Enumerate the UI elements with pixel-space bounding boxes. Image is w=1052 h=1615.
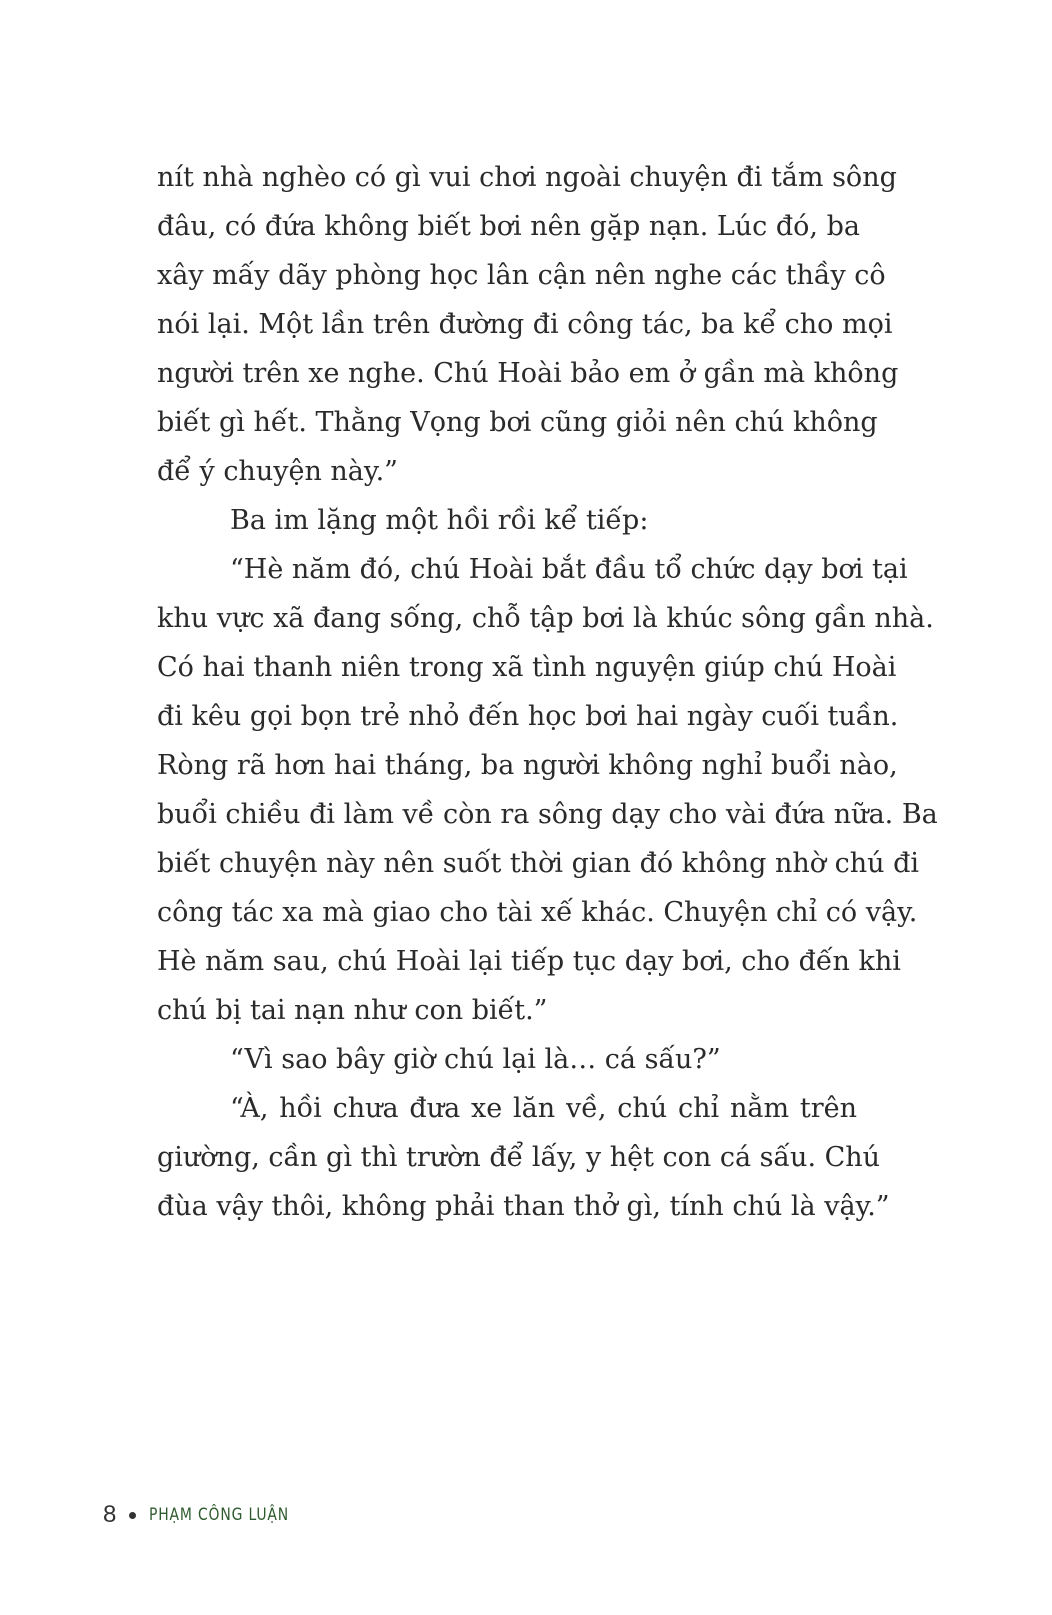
text-line: nói lại. Một lần trên đường đi công tác, ba kể cho mọi [157, 309, 893, 340]
page-number: 8 [103, 1501, 117, 1528]
text-line: xây mấy dãy phòng học lân cận nên nghe các thầy cô [157, 260, 886, 291]
text-line: nít nhà nghèo có gì vui chơi ngoài chuyện đi tắm sông [157, 162, 897, 193]
paragraph [157, 1035, 857, 1084]
text-line: đi kêu gọi bọn trẻ nhỏ đến học bơi hai ngày cuối tuần. [157, 701, 899, 732]
text-line: Có hai thanh niên trong xã tình nguyện giúp chú Hoài [157, 652, 897, 683]
paragraph [157, 1084, 890, 1231]
paragraph [157, 153, 899, 496]
text-line: để ý chuyện này.” [157, 456, 398, 487]
text-line: người trên xe nghe. Chú Hoài bảo em ở gần mà không [157, 358, 899, 389]
author-name: PHẠM CÔNG LUẬN [149, 1505, 290, 1525]
text-line: Ba im lặng một hồi rồi kể tiếp: [230, 505, 649, 536]
body-text [157, 153, 938, 1231]
text-line: công tác xa mà giao cho tài xế khác. Chuyện chỉ có vậy. [157, 897, 918, 928]
text-line: đùa vậy thôi, không phải than thở gì, tính chú là vậy.” [157, 1191, 890, 1222]
text-line: “À, hồi chưa đưa xe lăn về, chú chỉ nằm trên [230, 1093, 857, 1124]
text-line: buổi chiều đi làm về còn ra sông dạy cho vài đứa nữa. Ba [157, 799, 938, 830]
text-line: giường, cần gì thì trườn để lấy, y hệt con cá sấu. Chú [157, 1142, 881, 1173]
text-line: chú bị tai nạn như con biết.” [157, 995, 548, 1026]
text-line: khu vực xã đang sống, chỗ tập bơi là khúc sông gần nhà. [157, 603, 934, 634]
paragraph [157, 545, 938, 1035]
page-footer [103, 1500, 320, 1530]
text-line: Ròng rã hơn hai tháng, ba người không nghỉ buổi nào, [157, 750, 898, 781]
paragraph [157, 496, 857, 545]
text-line: biết gì hết. Thằng Vọng bơi cũng giỏi nên chú không [157, 407, 878, 438]
text-line: đâu, có đứa không biết bơi nên gặp nạn. Lúc đó, ba [157, 211, 860, 242]
text-line: “Vì sao bây giờ chú lại là… cá sấu?” [230, 1044, 721, 1075]
text-line: “Hè năm đó, chú Hoài bắt đầu tổ chức dạy bơi tại [230, 554, 908, 585]
text-line: biết chuyện này nên suốt thời gian đó không nhờ chú đi [157, 848, 920, 879]
text-line: Hè năm sau, chú Hoài lại tiếp tục dạy bơi, cho đến khi [157, 946, 901, 977]
bullet-separator-icon [129, 1512, 136, 1519]
